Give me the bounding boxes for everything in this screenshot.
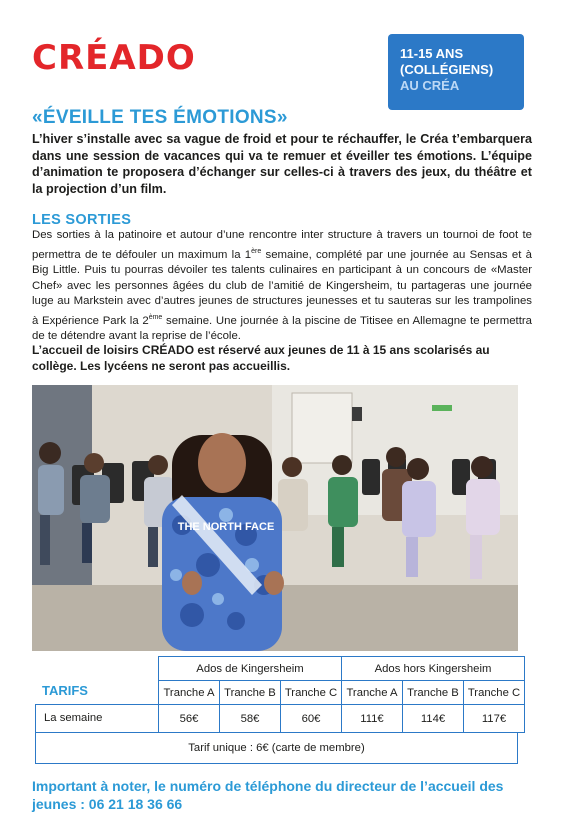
- week-row: [35, 704, 518, 733]
- tranche-header: Tranche C: [281, 681, 342, 705]
- group-kingersheim: Ados de Kingersheim: [159, 657, 342, 681]
- eligibility-notice: L’accueil de loisirs CRÉADO est réservé aux jeunes de 11 à 15 ans scolarisés au collège. Les lycéens ne seront pas accueillis.: [32, 343, 490, 373]
- badge-age-range: 11-15 ANS: [400, 46, 464, 61]
- group-photo: [32, 385, 518, 651]
- tranche-header: Tranche C: [464, 681, 525, 705]
- price-cell: 58€: [220, 705, 281, 733]
- price-cell: 114€: [403, 705, 464, 733]
- tranche-header: Tranche A: [342, 681, 403, 705]
- price-cell: 56€: [159, 705, 220, 733]
- tranche-header: Tranche A: [159, 681, 220, 705]
- tranche-header: Tranche B: [220, 681, 281, 705]
- section-subtitle: «ÉVEILLE TES ÉMOTIONS»: [32, 107, 288, 128]
- badge-audience: (COLLÉGIENS): [400, 62, 494, 77]
- unique-rate: Tarif unique : 6€ (carte de membre): [35, 732, 518, 764]
- sorties-heading: LES SORTIES: [32, 212, 132, 228]
- week-row-label: La semaine: [44, 712, 103, 724]
- badge-location: AU CRÉA: [400, 78, 460, 93]
- intro-paragraph: L’hiver s’installe avec sa vague de froid et pour te réchauffer, le Créa t’embarquera dans une session de vacances qui va te remuer et éveiller tes émotions. L’équipe d’animation te proposera d’échanger sur celles-ci à travers des jeux, du théâtre et la projection d’un film.: [32, 132, 532, 196]
- tranche-header: Tranche B: [403, 681, 464, 705]
- price-cell: 111€: [342, 705, 403, 733]
- contact-notice: Important à noter, le numéro de téléphone du directeur de l’accueil des jeunes : 06 21 18 36 66: [32, 778, 504, 812]
- shirt-logo-text: THE NORTH FACE: [177, 521, 275, 533]
- age-badge: [388, 34, 524, 110]
- sorties-paragraph: Des sorties à la patinoire et autour d’une rencontre inter structure à travers un tournoi de foot te permettra de te défouler un maximum la 1ère semaine, complété par une journée au Sensas et à Big Little. Puis tu pourras dévoiler tes talents culinaires en participant à un concours de «Master Chef» avec les personnes âgées du club de l’amitié de Kingersheim, tu partageras une journée luge au Markstein avec d’autres jeunes de structures jeunesses et tu sauteras sur les trampolines à Expérience Park la 2ème semaine. Une journée à la piscine de Titisee en Allemagne te permettra de te détendre avant la reprise de l’école.: [32, 229, 532, 343]
- page-title: CRÉADO: [32, 38, 196, 78]
- price-cell: 60€: [281, 705, 342, 733]
- tarifs-label: TARIFS: [42, 683, 88, 698]
- group-hors-kingersheim: Ados hors Kingersheim: [342, 657, 525, 681]
- price-cell: 117€: [464, 705, 525, 733]
